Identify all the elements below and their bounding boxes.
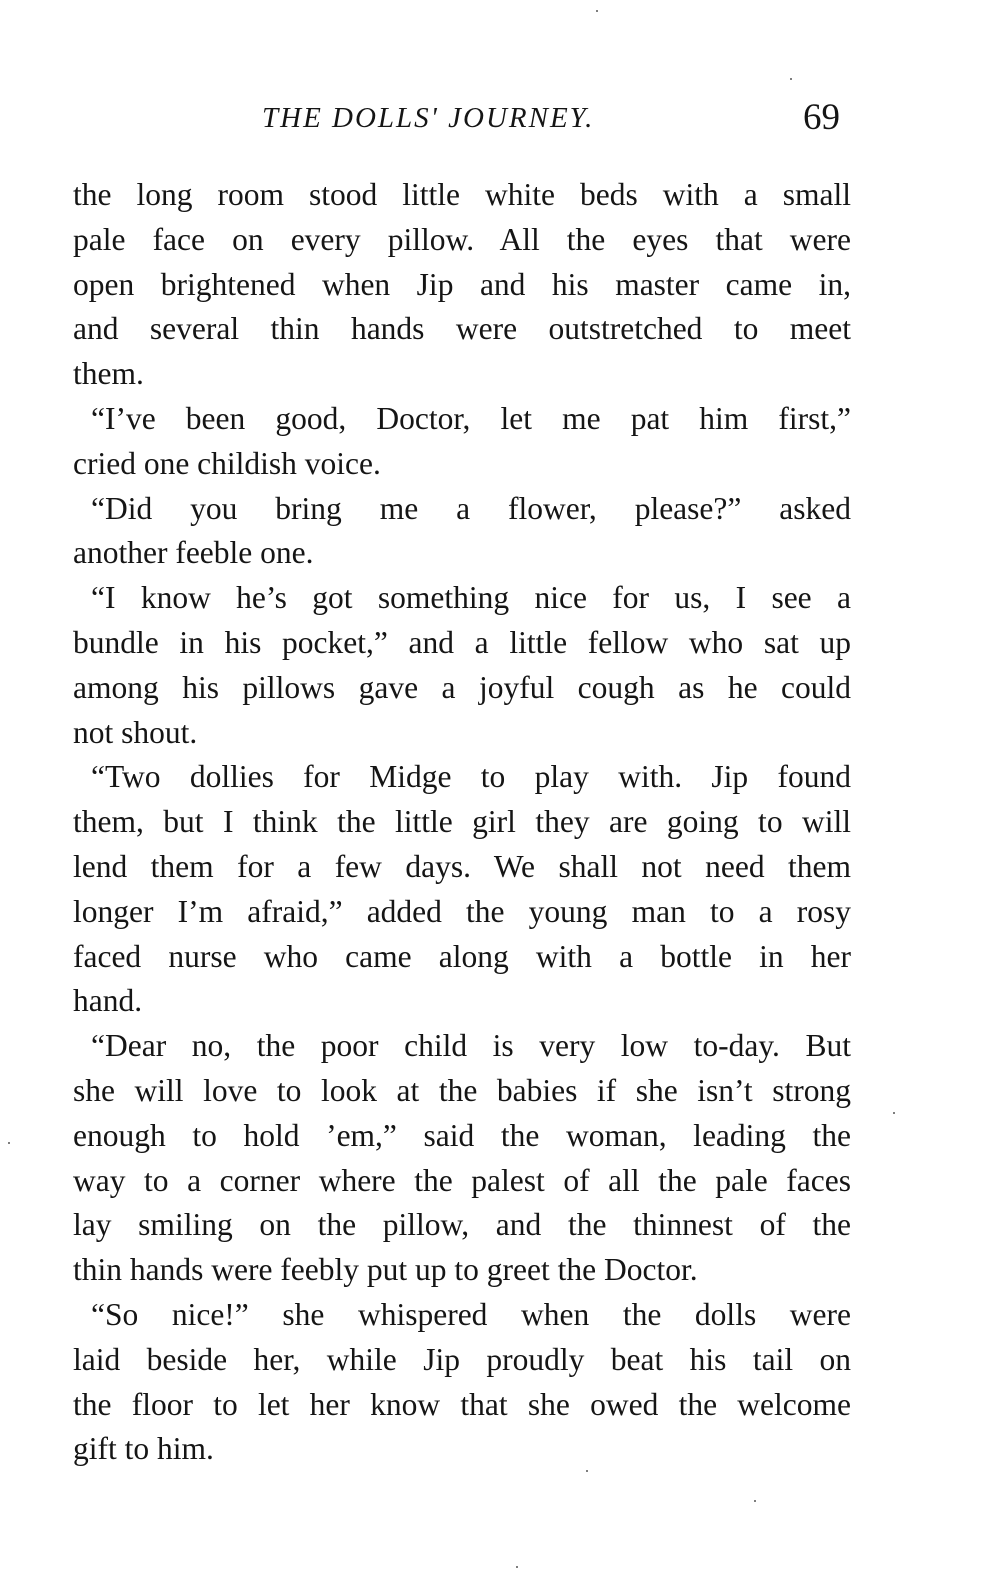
paper-speck bbox=[893, 1112, 895, 1114]
text-line: “Dear no, the poor child is very low to-day. But bbox=[91, 1028, 851, 1064]
text-line: enough to hold ’em,” said the woman, leading the bbox=[73, 1117, 851, 1153]
text-line: lay smiling on the pillow, and the thinnest of the bbox=[73, 1207, 851, 1243]
text-line: open brightened when Jip and his master came in, bbox=[73, 266, 851, 302]
paper-speck bbox=[596, 10, 598, 12]
text-line: and several thin hands were outstretched to meet bbox=[73, 311, 851, 347]
text-line: pale face on every pillow. All the eyes that were bbox=[73, 221, 851, 257]
text-line: them. bbox=[73, 356, 144, 392]
text-line: “I’ve been good, Doctor, let me pat him first,” bbox=[91, 400, 851, 436]
text-line: “Two dollies for Midge to play with. Jip found bbox=[91, 759, 851, 795]
text-line: “Did you bring me a flower, please?” asked bbox=[91, 490, 851, 526]
text-line: “I know he’s got something nice for us, I see a bbox=[91, 580, 851, 616]
text-line: thin hands were feebly put up to greet the Doctor. bbox=[73, 1252, 698, 1288]
paper-speck bbox=[8, 1142, 10, 1144]
text-line: longer I’m afraid,” added the young man to a rosy bbox=[73, 893, 851, 929]
text-line: the long room stood little white beds with a small bbox=[73, 177, 851, 212]
paper-speck bbox=[754, 1500, 756, 1502]
text-line: gift to him. bbox=[73, 1431, 214, 1467]
text-line: among his pillows gave a joyful cough as he could bbox=[73, 669, 851, 705]
body-text bbox=[73, 173, 851, 1472]
text-line: way to a corner where the palest of all the pale faces bbox=[73, 1162, 851, 1198]
paper-speck bbox=[516, 1566, 518, 1568]
text-line: the floor to let her know that she owed the welcome bbox=[73, 1386, 851, 1422]
text-line: another feeble one. bbox=[73, 535, 314, 571]
text-line: faced nurse who came along with a bottle in her bbox=[73, 938, 851, 974]
page-number: 69 bbox=[803, 97, 840, 138]
text-line: bundle in his pocket,” and a little fellow who sat up bbox=[73, 624, 851, 660]
text-line: not shout. bbox=[73, 714, 198, 750]
text-line: laid beside her, while Jip proudly beat his tail on bbox=[73, 1341, 851, 1377]
paper-speck bbox=[586, 1470, 588, 1472]
text-line: she will love to look at the babies if she isn’t strong bbox=[73, 1072, 851, 1108]
text-line: lend them for a few days. We shall not need them bbox=[73, 848, 851, 884]
text-line: hand. bbox=[73, 983, 143, 1019]
text-line: them, but I think the little girl they are going to will bbox=[73, 804, 851, 840]
text-line: cried one childish voice. bbox=[73, 445, 381, 481]
paper-speck bbox=[790, 78, 792, 80]
running-title: THE DOLLS' JOURNEY. bbox=[262, 102, 595, 134]
text-line: “So nice!” she whispered when the dolls were bbox=[91, 1296, 851, 1332]
running-header bbox=[0, 96, 987, 146]
